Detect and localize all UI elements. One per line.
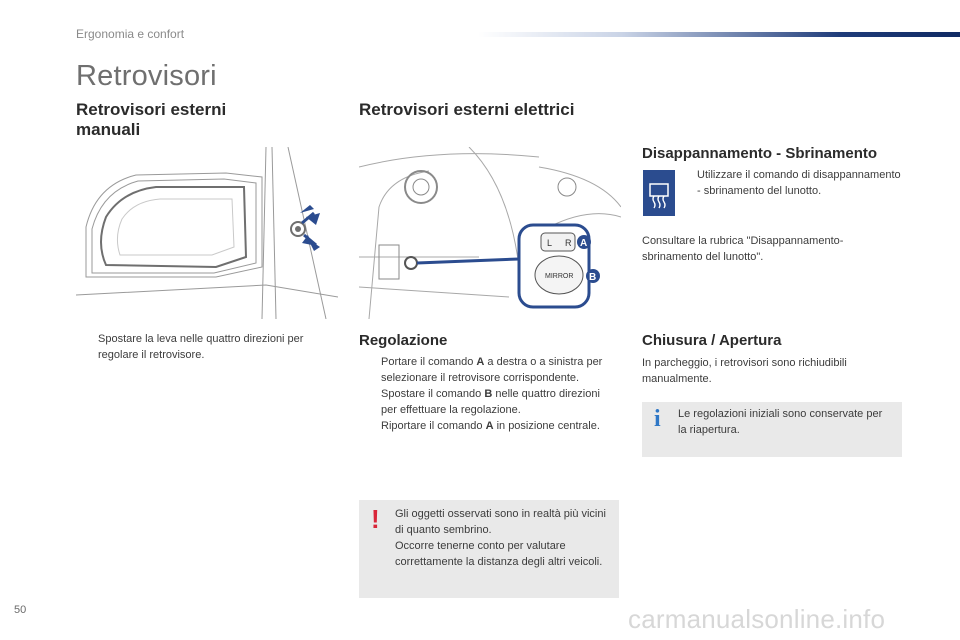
section-label: Ergonomia e confort [76, 27, 185, 41]
control-badge-b: B [589, 272, 597, 283]
info-icon: i [654, 406, 661, 432]
list-item [359, 354, 615, 386]
warning-text [395, 506, 609, 570]
heading-electric-mirrors: Retrovisori esterni elettrici [359, 100, 575, 119]
defrost-button-icon [643, 170, 675, 216]
chiusura-text: In parcheggio, i retrovisori sono richiudibili manualmente. [642, 357, 847, 385]
step-3-text: Riportare il comando [381, 420, 486, 432]
page-title: Retrovisori [76, 60, 217, 92]
control-label-l: L [547, 238, 553, 248]
regolazione-bullets [359, 354, 615, 434]
step-2-text: Spostare il comando [381, 388, 485, 400]
heading-disappannamento: Disappannamento - Sbrinamento [642, 145, 878, 162]
header-bar [478, 32, 960, 37]
warning-line-1: Gli oggetti osservati sono in realtà più vicini di quanto sembrino. [395, 508, 606, 536]
manual-bullet-text: Spostare la leva nelle quattro direzioni per regolare il retrovisore. [98, 333, 304, 361]
step-3-key: A [485, 420, 494, 432]
step-1-text-end: a destra o a sinistra per selezionare il retrovisore corrispondente. [381, 356, 603, 384]
watermark: carmanualsonline.info [628, 604, 886, 634]
step-1-text: Portare il comando [381, 356, 477, 368]
manual-mirror-illustration [76, 147, 338, 319]
disappannamento-text: Utilizzare il comando di disappannamento - sbrinamento del lunotto. [697, 169, 901, 197]
list-item [76, 331, 336, 363]
page-number: 50 [14, 604, 27, 616]
heading-chiusura: Chiusura / Apertura [642, 332, 782, 349]
heading-manual-mirrors: Retrovisori esterni manuali [76, 100, 227, 139]
warning-line-2: Occorre tenerne conto per valutare correttamente la distanza degli altri veicoli. [395, 540, 603, 568]
list-item [359, 386, 615, 418]
control-label-mirror: MIRROR [545, 273, 574, 280]
control-label-r: R [565, 238, 572, 248]
step-1-key: A [476, 356, 485, 368]
info-box [642, 402, 902, 457]
info-text: Le regolazioni iniziali sono conservate per la riapertura. [678, 408, 883, 436]
step-2-text-end: nelle quattro direzioni per effettuare la regolazione. [381, 388, 600, 416]
warning-box [359, 500, 619, 598]
consultare-text: Consultare la rubrica "Disappannamento-sbrinamento del lunotto". [642, 235, 844, 263]
step-3-text-end: in posizione centrale. [493, 420, 600, 432]
lever-arrows [291, 205, 320, 251]
manual-bullets [76, 331, 336, 363]
step-2-key: B [484, 388, 493, 400]
warning-icon: ! [371, 504, 380, 534]
heading-regolazione: Regolazione [359, 332, 448, 349]
control-badge-a: A [580, 238, 588, 249]
electric-mirror-illustration [359, 147, 621, 319]
list-item [359, 418, 615, 434]
